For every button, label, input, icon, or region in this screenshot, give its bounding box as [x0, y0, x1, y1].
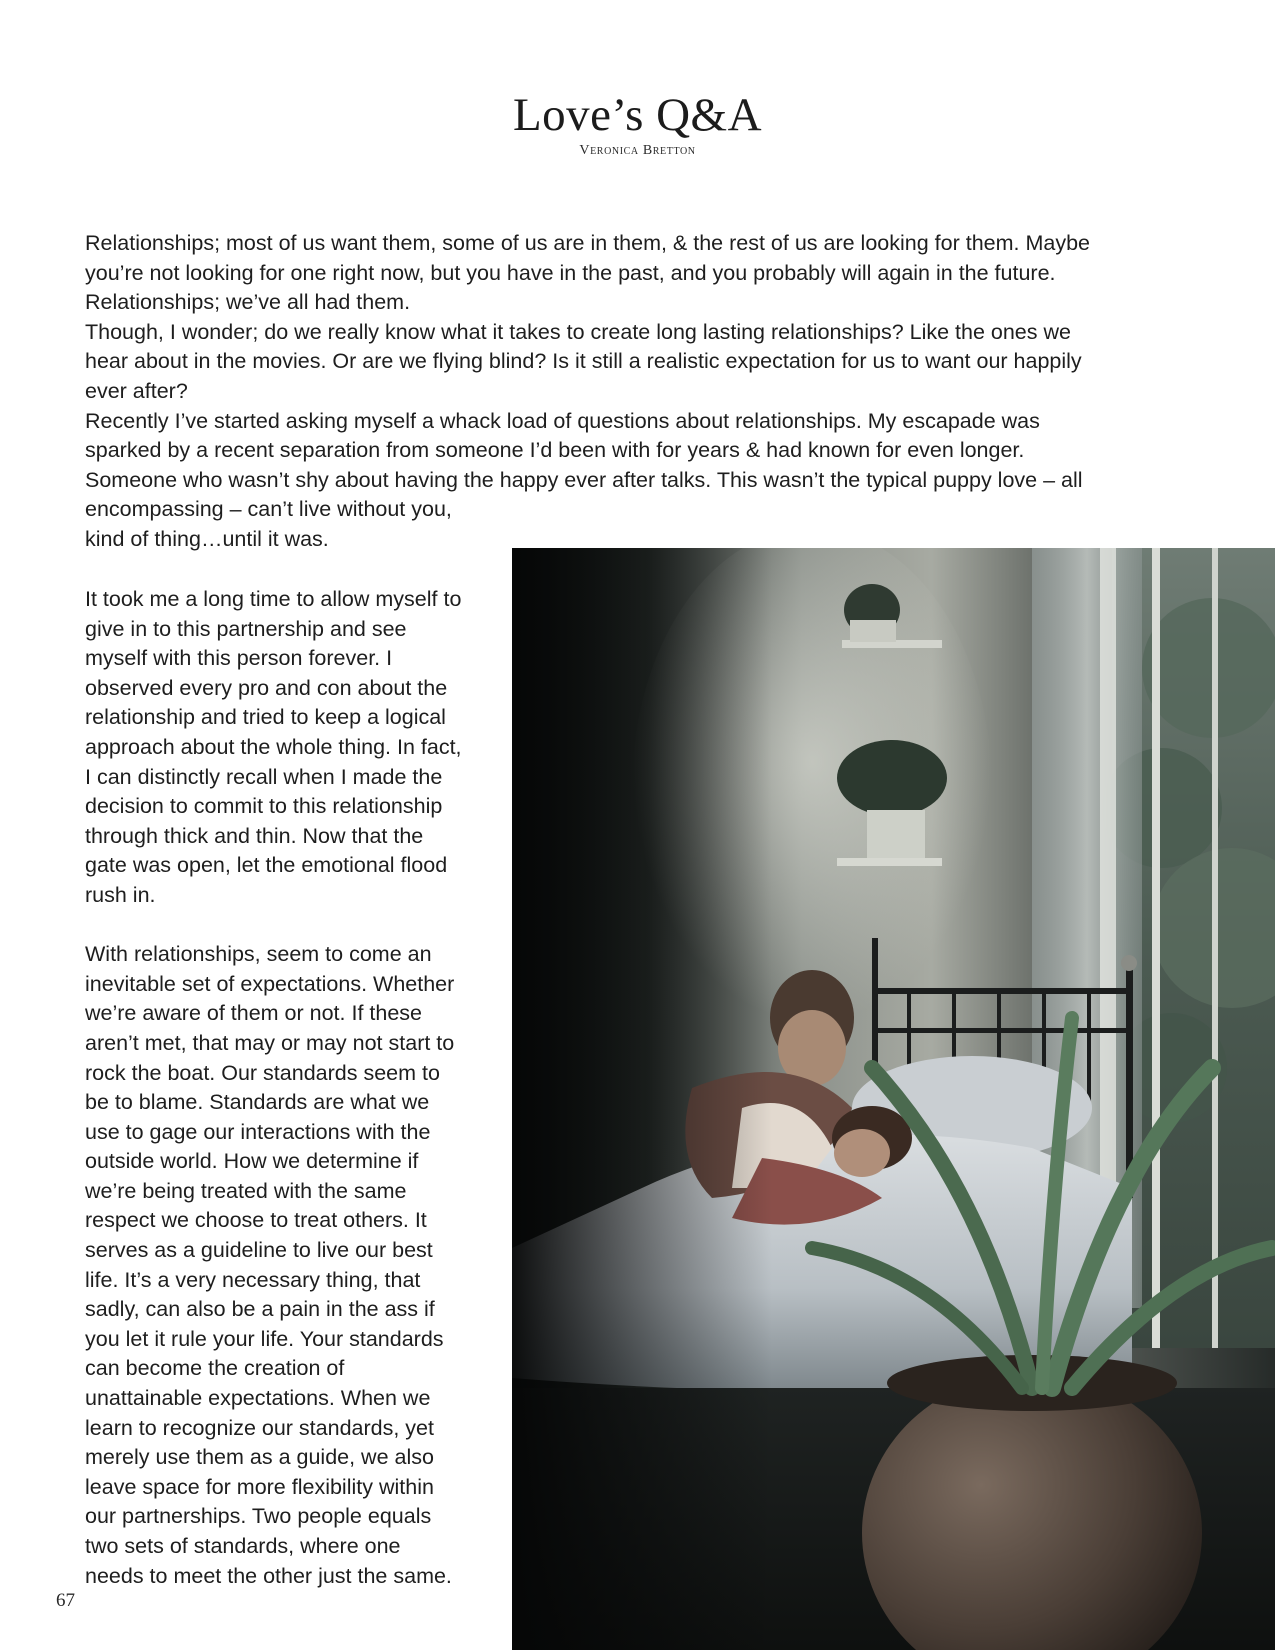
paragraph-line: learn to recognize our standards, yet	[85, 1415, 434, 1440]
paragraph-line: needs to meet the other just the same.	[85, 1563, 452, 1588]
paragraph-line: use to gage our interactions with the	[85, 1119, 431, 1144]
intro-line: sparked by a recent separation from someone I’d been with for years & had known for even longer.	[85, 438, 1025, 463]
bedroom-photo-illustration	[512, 548, 1275, 1650]
body-column	[85, 585, 495, 1621]
paragraph-line: relationship and tried to keep a logical	[85, 705, 446, 730]
paragraph-line: our partnerships. Two people equals	[85, 1504, 432, 1529]
intro-line: Relationships; we’ve all had them.	[85, 290, 411, 315]
paragraph-line: aren’t met, that may or may not start to	[85, 1030, 455, 1055]
paragraph-line: rock the boat. Our standards seem to	[85, 1060, 440, 1085]
intro-line: encompassing – can’t live without you,	[85, 497, 452, 522]
paragraph-line: we’re being treated with the same	[85, 1178, 407, 1203]
paragraph-line: give in to this partnership and see	[85, 616, 407, 641]
intro-line: hear about in the movies. Or are we flying blind? Is it still a realistic expectation for us to want our happily	[85, 349, 1082, 374]
page-number: 67	[56, 1590, 75, 1611]
paragraph-line: serves as a guideline to live our best	[85, 1238, 433, 1263]
paragraph-line: rush in.	[85, 882, 156, 907]
paragraph-line: two sets of standards, where one	[85, 1534, 401, 1558]
paragraph-line: we’re aware of them or not. If these	[85, 1001, 422, 1026]
paragraph-line: approach about the whole thing. In fact,	[85, 734, 462, 759]
paragraph-line: life. It’s a very necessary thing, that	[85, 1267, 421, 1292]
paragraph-line: sadly, can also be a pain in the ass if	[85, 1297, 435, 1322]
intro-line: Though, I wonder; do we really know what it takes to create long lasting relationships? Like the ones we	[85, 319, 1071, 344]
paragraph-line: unattainable expectations. When we	[85, 1386, 431, 1411]
paragraph-line: decision to commit to this relationship	[85, 794, 443, 819]
paragraph-line: leave space for more flexibility within	[85, 1474, 434, 1499]
paragraph-commitment	[85, 585, 495, 911]
intro-line: you’re not looking for one right now, but you have in the past, and you probably will again in the future.	[85, 260, 1056, 285]
paragraph-line: With relationships, seem to come an	[85, 942, 432, 967]
paragraph-line: observed every pro and con about the	[85, 675, 448, 700]
paragraph-line: outside world. How we determine if	[85, 1149, 419, 1174]
paragraph-line: through thick and thin. Now that the	[85, 823, 424, 848]
paragraph-line: merely use them as a guide, we also	[85, 1445, 434, 1470]
paragraph-line: you let it rule your life. Your standards	[85, 1326, 444, 1351]
paragraph-line: can become the creation of	[85, 1356, 345, 1381]
paragraph-line: respect we choose to treat others. It	[85, 1208, 427, 1233]
intro-line: kind of thing…until it was.	[85, 526, 329, 551]
paragraph-line: gate was open, let the emotional flood	[85, 853, 448, 878]
paragraph-line: inevitable set of expectations. Whether	[85, 971, 455, 996]
author-byline: Veronica Bretton	[579, 143, 696, 158]
intro-line: Someone who wasn’t shy about having the happy ever after talks. This wasn’t the typical puppy love – all	[85, 467, 1083, 492]
paragraph-line: be to blame. Standards are what we	[85, 1090, 430, 1115]
intro-line: Relationships; most of us want them, some of us are in them, & the rest of us are looking for them. Maybe	[85, 231, 1090, 255]
intro-line: Recently I’ve started asking myself a whack load of questions about relationships. My escapade was	[85, 408, 1040, 433]
paragraph-line: myself with this person forever. I	[85, 646, 393, 671]
article-title: Love’s Q&A	[512, 89, 763, 141]
paragraph-expectations	[85, 940, 495, 1591]
paragraph-line: It took me a long time to allow myself to	[85, 587, 462, 611]
paragraph-line: I can distinctly recall when I made the	[85, 764, 443, 789]
intro-text	[85, 229, 1180, 555]
intro-line: ever after?	[85, 378, 188, 403]
bedroom-photo	[512, 548, 1275, 1650]
